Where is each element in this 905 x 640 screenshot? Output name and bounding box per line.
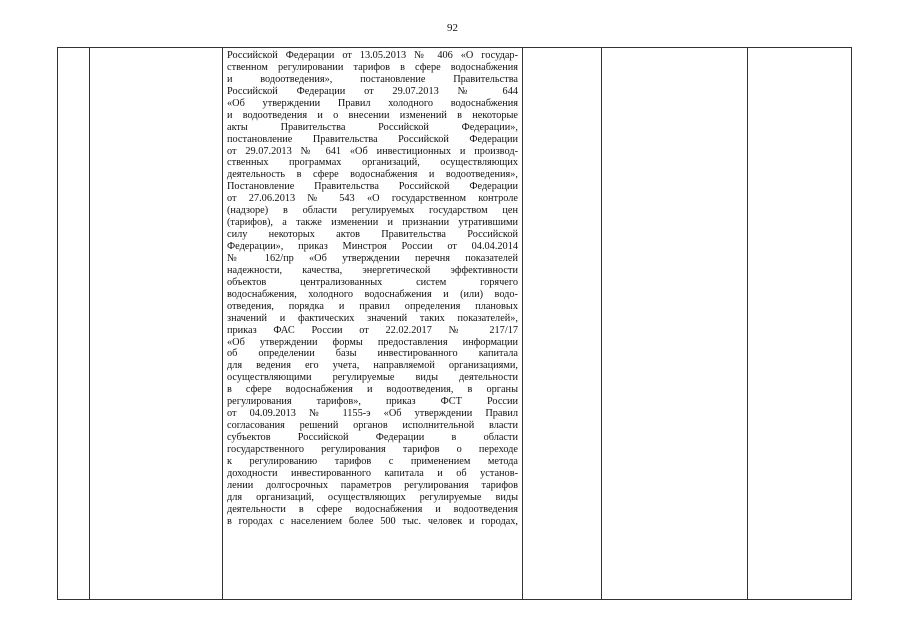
table-cell-number: [58, 48, 90, 600]
table-cell-notes: [748, 48, 852, 600]
document-table: [57, 47, 852, 600]
page-number: 92: [447, 22, 458, 34]
table-row: [58, 48, 852, 600]
table-cell-responsible: [602, 48, 748, 600]
table-cell-legal-basis: [223, 48, 523, 600]
table-cell-deadline: [523, 48, 602, 600]
table-cell-name: [90, 48, 223, 600]
legal-basis-text: Российской Федерации от 13.05.2013 № 406 «О государ- ственном регулировании тарифов в сфере водоснабжения и водоотведения», постановление Правительства Российской Федерации от 29.07.2013 № 644 «Об утверждении Правил холодного водоснабжения и водоотведения и о внесении изменений в некоторые акты Правительства Российской Федерации», постановление Правительства Российской Федерации от 29.07.2013 № 641 «Об инвестиционных и производ- ственных программах организаций, осуществляющих деятельность в сфере водоснабжения и водоотведения», Постановление Правительства Российской Федерации от 27.06.2013 № 543 «О государственном контроле (надзоре) в области регулируемых государством цен (тарифов), а также изменении и признании утратившими силу некоторых актов Правительства Российской Федерации», приказ Минстроя России от 04.04.2014 № 162/пр «Об утверждении перечня показателей надежности, качества, энергетической эффективности объектов централизованных систем горячего водоснабжения, холодного водоснабжения и (или) водо- отведения, порядка и правил определения плановых значений и фактических значений таких показателей», приказ ФАС России от 22.02.2017 № 217/17 «Об утверждении формы предоставления информации об определении базы инвестированного капитала для ведения его учета, направляемой организациями, осуществляющими регулируемые виды деятельности в сфере водоснабжения и водоотведения, в органы регулирования тарифов», приказ ФСТ России от 04.09.2013 № 1155-э «Об утверждении Правил согласования решений органов исполнительной власти субъектов Российской Федерации в области государственного регулирования тарифов о переходе к регулированию тарифов с применением метода доходности инвестированного капитала и об установ- лении долгосрочных параметров регулирования тарифов для организаций, осуществляющих регулируемые виды деятельности в сфере водоснабжения и водоотведения в городах с населением более 500 тыс. человек и городах,: [227, 50, 518, 527]
